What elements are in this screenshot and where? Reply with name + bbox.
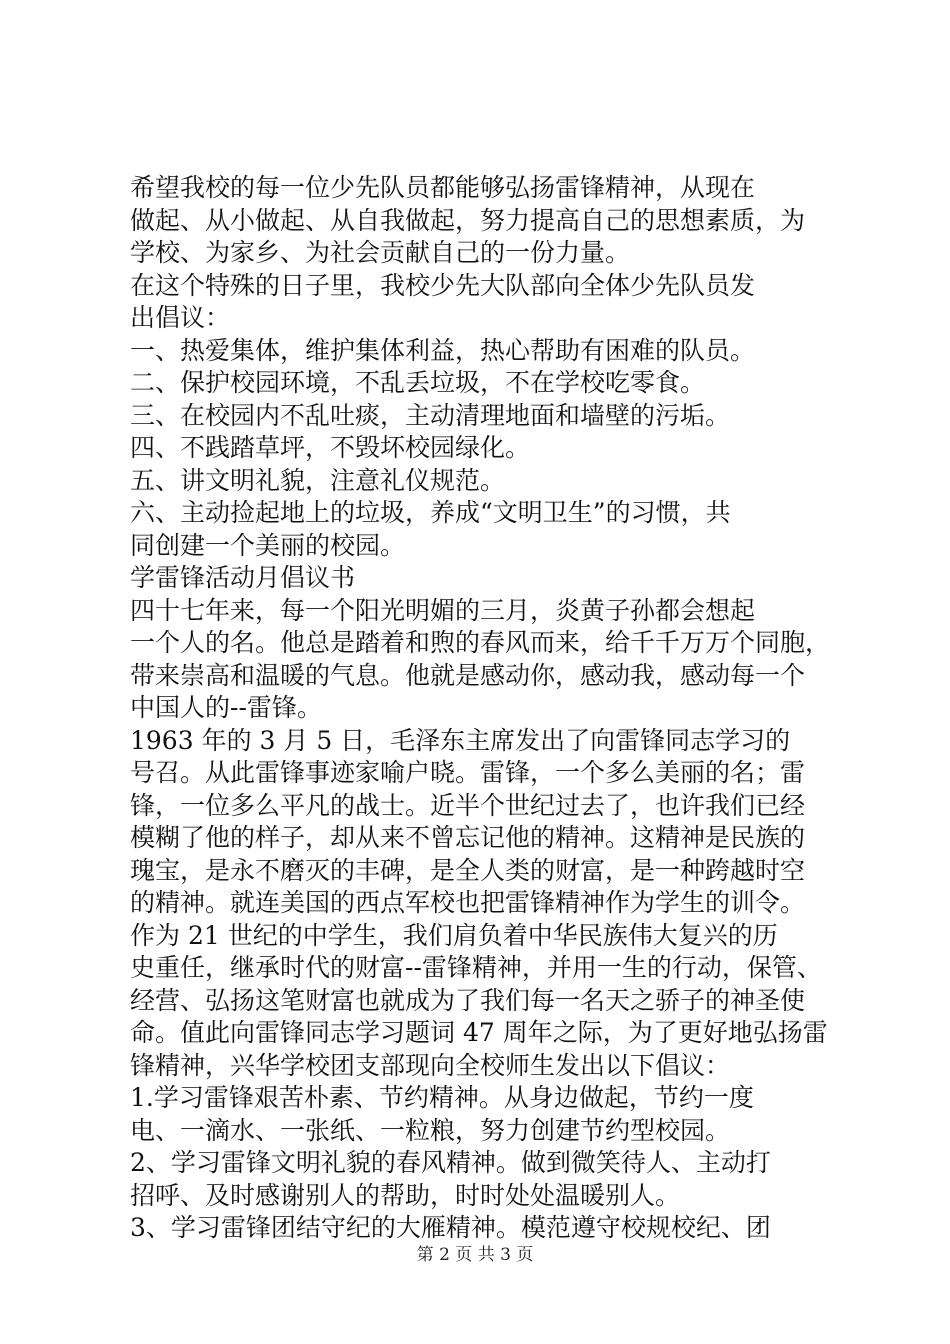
text-line: 2、学习雷锋文明礼貌的春风精神。做到微笑待人、主动打 xyxy=(130,1148,771,1177)
text-line: 出倡议： xyxy=(130,303,231,332)
text-line: 中国人的--雷锋。 xyxy=(130,693,322,722)
text-line: 四十七年来，每一个阳光明媚的三月，炎黄子孙都会想起 xyxy=(130,595,756,625)
text-line: 模糊了他的样子，却从来不曾忘记他的精神。这精神是民族的 xyxy=(130,823,806,852)
text-line: 1.学习雷锋艰苦朴素、节约精神。从身边做起，节约一度 xyxy=(130,1083,754,1112)
text-line: 五、讲文明礼貌，注意礼仪规范。 xyxy=(130,465,506,495)
text-line: 在这个特殊的日子里，我校少先大队部向全体少先队员发 xyxy=(130,270,756,300)
text-line: 锋，一位多么平凡的战士。近半个世纪过去了，也许我们已经 xyxy=(130,790,806,820)
text-line: 学校、为家乡、为社会贡献自己的一份力量。 xyxy=(130,238,631,267)
text-line: 希望我校的每一位少先队员都能够弘扬雷锋精神，从现在 xyxy=(130,173,756,202)
text-line: 一个人的名。他总是踏着和煦的春风而来，给千千万万个同胞， xyxy=(130,628,831,657)
text-line: 带来崇高和温暖的气息。他就是感动你，感动我，感动每一个 xyxy=(130,660,806,690)
text-line: 瑰宝，是永不磨灭的丰碑，是全人类的财富，是一种跨越时空 xyxy=(130,855,806,885)
text-line: 号召。从此雷锋事迹家喻户晓。雷锋，一个多么美丽的名；雷 xyxy=(130,758,806,787)
text-line: 学雷锋活动月倡议书 xyxy=(130,563,356,592)
text-line: 史重任，继承时代的财富--雷锋精神，并用一生的行动，保管、 xyxy=(130,953,822,982)
text-line: 六、主动捡起地上的垃圾，养成“文明卫生”的习惯，共 xyxy=(130,498,731,527)
text-line: 锋精神，兴华学校团支部现向全校师生发出以下倡议： xyxy=(130,1050,731,1080)
text-line: 3、学习雷锋团结守纪的大雁精神。模范遵守校规校纪、团 xyxy=(130,1213,771,1242)
text-line: 经营、弘扬这笔财富也就成为了我们每一名天之骄子的神圣使 xyxy=(130,985,806,1015)
text-line: 一、热爱集体，维护集体利益，热心帮助有困难的队员。 xyxy=(130,335,756,365)
text-line: 的精神。就连美国的西点军校也把雷锋精神作为学生的训令。 xyxy=(130,888,806,917)
page-footer: 第 2 页 共 3 页 xyxy=(416,1245,534,1265)
text-line: 1963 年的 3 月 5 日，毛泽东主席发出了向雷锋同志学习的 xyxy=(130,725,791,755)
text-line: 四、不践踏草坪，不毁坏校园绿化。 xyxy=(130,433,531,462)
text-line: 电、一滴水、一张纸、一粒粮，努力创建节约型校园。 xyxy=(130,1115,731,1145)
text-line: 同创建一个美丽的校园。 xyxy=(130,530,406,560)
text-line: 作为 21 世纪的中学生，我们肩负着中华民族伟大复兴的历 xyxy=(130,920,778,950)
text-line: 二、保护校园环境，不乱丢垃圾，不在学校吃零食。 xyxy=(130,368,706,397)
text-line: 三、在校园内不乱吐痰，主动清理地面和墙壁的污垢。 xyxy=(130,400,731,430)
text-line: 招呼、及时感谢别人的帮助，时时处处温暖别人。 xyxy=(130,1180,681,1210)
text-line: 命。值此向雷锋同志学习题词 47 周年之际，为了更好地弘扬雷 xyxy=(130,1018,828,1047)
text-line: 做起、从小做起、从自我做起，努力提高自己的思想素质，为 xyxy=(130,205,806,235)
